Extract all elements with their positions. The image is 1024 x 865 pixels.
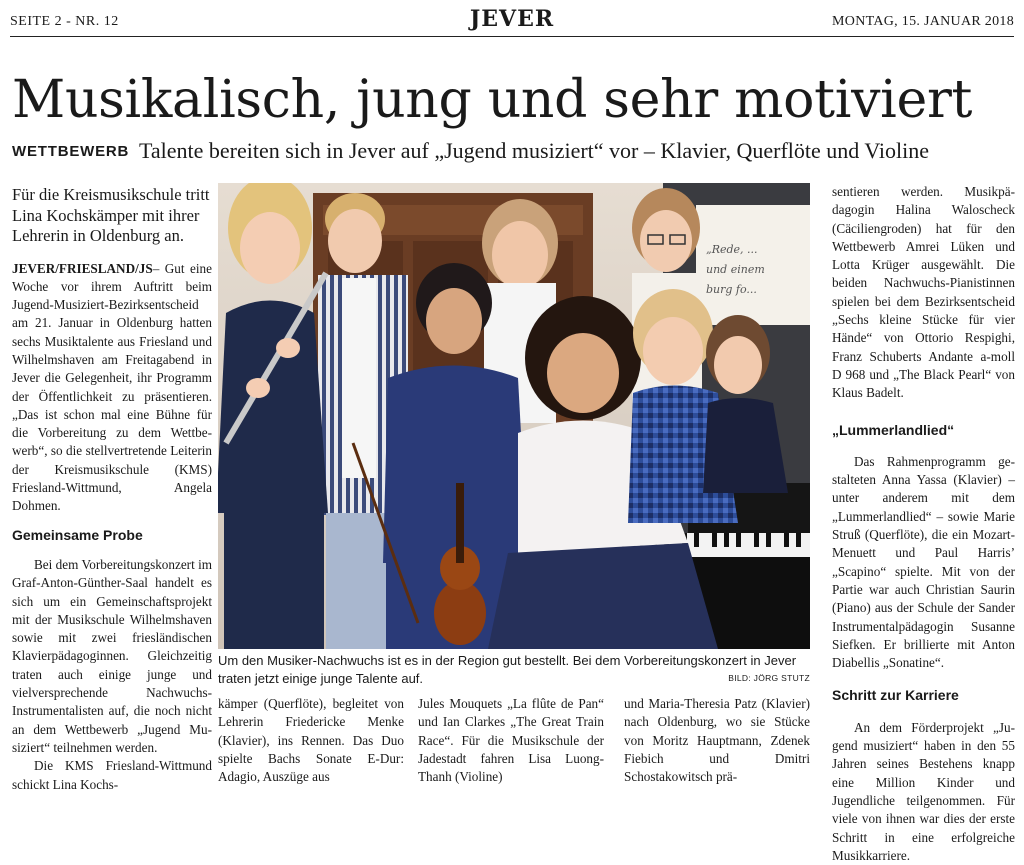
photo-credit: BILD: JÖRG STUTZ (728, 673, 810, 683)
column-5 (832, 183, 1015, 865)
section-name: JEVER (469, 6, 555, 32)
photo-caption (218, 652, 810, 688)
svg-text:burg fo...: burg fo... (706, 283, 757, 296)
intro-text: Für die Kreismusikschule tritt Lina Kochskämper mit ihrer Lehrerin in Oldenburg an. (12, 185, 210, 245)
body-paragraph: Jules Mouquets „La flûte de Pan“ und Ian Clarkes „The Great Train Race“. Für die Musikschule der Jadestadt fahren Lisa Luong-Thanh (Violine) (418, 696, 604, 785)
body-paragraph: sentieren werden. Musikpädagogin Halina Waloscheck (Cäciliengroden) hat für den Wettbewerb Amrei Lüken und Lotta Krüger ausgewählt. Die beiden Nachwuchs-Pianistinnen spielen bei dem Bezirksentscheid „Sechs kleine Stücke für vier Hände“ von Ottorio Respighi, Franz Schuberts Andante a-moll D 968 und „The Black Pearl“ von Klaus Badelt. (832, 184, 1015, 401)
kicker: WETTBEWERB (12, 143, 130, 160)
body-paragraph: Die KMS Friesland-Wittmund schickt Lina Kochs- (12, 758, 212, 792)
headline: Musikalisch, jung und sehr motiviert (12, 70, 973, 130)
column-3 (418, 695, 604, 786)
svg-text:„Rede, ...: „Rede, ... (706, 243, 758, 256)
subheadline: Talente bereiten sich in Jever auf „Jugend musiziert“ vor – Klavier, Querflöte und Violine (139, 138, 930, 163)
body-paragraph: Das Rahmenprogramm gestalteten Anna Yassa (Klavier) – unter anderem mit dem „Lummerlandlied“ – sowie Marie Struß (Querflöte), die ein Mozart-Menuett und Paul Harris’ „Scapino“ spielte. Mit von der Partie war auch Christian Saurin (Piano) aus der Schule der Sander Instrumentalpädagogin Susanne Siefken. Er brillierte mit Anton Diabellis „Sonatine“. (832, 453, 1015, 671)
body-paragraph (12, 260, 212, 516)
dateline: JEVER/FRIESLAND/JS (12, 260, 153, 276)
column-1 (12, 185, 212, 794)
subheading-lummerlandlied: „Lummerlandlied“ (832, 421, 955, 438)
svg-text:und einem: und einem (706, 263, 765, 276)
masthead (10, 6, 1014, 37)
column-2 (218, 695, 404, 786)
body-paragraph: An dem Förderprojekt „Jugend musiziert“ haben in den 55 Jahren seines Bestehens knapp eine Million Kinder und Jugendliche teilgenommen. Für viele von ihnen war dies der erste Schritt in eine erfolgreiche Musikkarriere. (832, 719, 1015, 863)
issue-date: MONTAG, 15. JANUAR 2018 (832, 14, 1014, 29)
body-paragraph: und Maria-Theresia Patz (Klavier) nach Oldenburg, wo sie Stücke von Moritz Hauptmann, Zdenek Fiebich und Dmitri Schostakowitsch prä- (624, 696, 810, 785)
subheading-gemeinsame-probe: Gemeinsame Probe (12, 526, 143, 543)
page-number: SEITE 2 - NR. 12 (10, 14, 119, 29)
subheading-schritt-zur-karriere: Schritt zur Karriere (832, 687, 959, 704)
article-photo (218, 183, 810, 649)
column-4 (624, 695, 810, 786)
body-paragraph: kämper (Querflöte), begleitet von Lehrerin Friedericke Menke (Klavier), ins Rennen. Das Duo spielte Bachs Sonate E-Dur: Adagio, Auszüge aus (218, 696, 404, 785)
caption-text: Um den Musiker-Nachwuchs ist es in der Region gut bestellt. Bei dem Vorbereitungskonzert in Jever traten jetzt einige junge Talente auf. (218, 653, 797, 686)
body-text: – Gut eine Woche vor ihrem Auftritt beim Jugend-Musiziert-Bezirksentscheid am 21. Januar in Oldenburg hatten sechs Musiktalente aus Friesland und Wilhelmshaven am Freitagabend in Jever die Gelegenheit, ihr Programm der Öffentlichkeit zu präsentieren. „Das ist schon mal eine Bühne für die Vorbereitung zu dem Wettbewerb“, so die stellvertretende Leiterin der Kreismusikschule (KMS) Friesland-Wittmund, Angela Dohmen. (12, 260, 212, 514)
group-photo-illustration (218, 183, 810, 649)
body-paragraph: Bei dem Vorbereitungskonzert im Graf-Anton-Günther-Saal handelt es sich um ein Gemeinschaftsprojekt mit der Musikschule Wilhelmshaven sowie mit zwei friesländischen Klavierpädagoginnen. Gleichzeitig traten auch einige junge und vielversprechende Nachwuchs-Instrumentalisten auf, die noch nicht an dem Wettbewerb „Jugend Musiziert“ teilnehmen werden. (12, 556, 212, 755)
